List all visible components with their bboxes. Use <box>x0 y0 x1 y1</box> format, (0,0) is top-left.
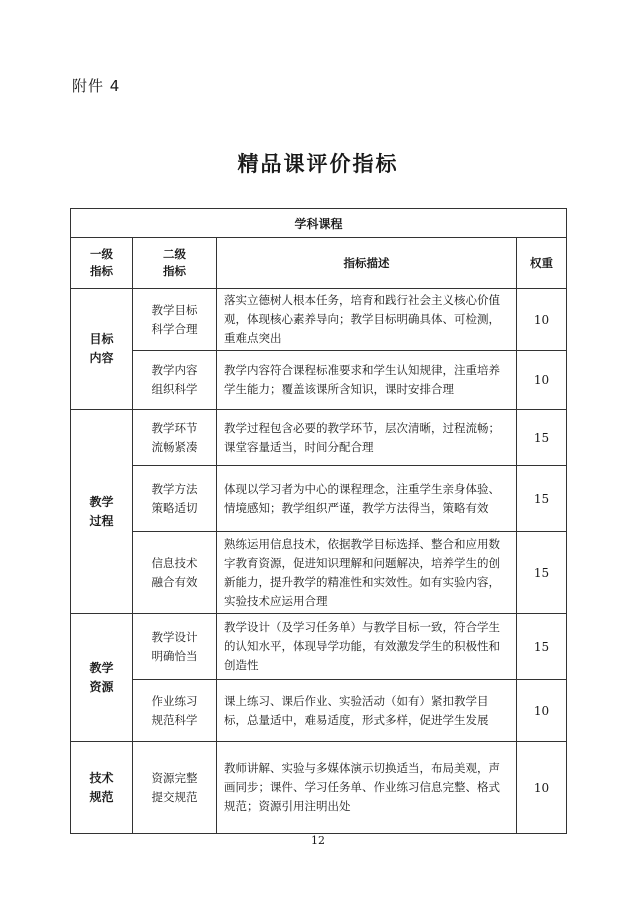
evaluation-table <box>70 208 567 834</box>
header-weight: 权重 <box>517 238 567 289</box>
description-cell: 体现以学习者为中心的课程理念，注重学生亲身体验、情境感知；教学组织严谨，教学方法得当，策略有效 <box>217 466 517 532</box>
level2-cell <box>133 532 217 614</box>
weight-cell: 10 <box>517 680 567 742</box>
weight-cell: 15 <box>517 410 567 466</box>
level2-line: 资源完整 <box>151 770 198 785</box>
table-row <box>71 680 567 742</box>
weight-cell: 15 <box>517 614 567 680</box>
weight-cell: 10 <box>517 289 567 351</box>
level2-line: 提交规范 <box>151 789 198 804</box>
level1-line: 技术 <box>89 770 114 785</box>
level2-cell <box>133 614 217 680</box>
table-row <box>71 742 567 834</box>
level2-line: 融合有效 <box>151 574 198 589</box>
attachment-label: 附件 4 <box>72 77 121 95</box>
header-level2-line2: 指标 <box>163 264 186 278</box>
description-cell: 教学设计（及学习任务单）与教学目标一致，符合学生的认知水平，体现导学功能，有效激发学生的积极性和创造性 <box>217 614 517 680</box>
section-title: 学科课程 <box>71 209 567 238</box>
header-description: 指标描述 <box>217 238 517 289</box>
header-level1-line2: 指标 <box>90 264 113 278</box>
level2-line: 作业练习 <box>151 693 198 708</box>
level2-line: 组织科学 <box>151 382 198 396</box>
level2-cell <box>133 680 217 742</box>
table-row <box>71 466 567 532</box>
description-cell: 教师讲解、实验与多媒体演示切换适当，布局美观，声画同步；课件、学习任务单、作业练习信息完整、格式规范；资源引用注明出处 <box>217 742 517 834</box>
level1-cell <box>71 289 133 410</box>
description-cell: 课上练习、课后作业、实验活动（如有）紧扣教学目标，总量适中，难易适度，形式多样，促进学生发展 <box>217 680 517 742</box>
level1-line: 教学 <box>89 660 114 675</box>
level1-line: 内容 <box>89 351 114 365</box>
table-row <box>71 532 567 614</box>
level2-cell <box>133 289 217 351</box>
level2-cell <box>133 742 217 834</box>
level2-cell <box>133 410 217 466</box>
level1-line: 规范 <box>89 789 114 804</box>
description-cell: 教学内容符合课程标准要求和学生认知规律，注重培养学生能力；覆盖该课所含知识，课时安排合理 <box>217 351 517 410</box>
level1-line: 资源 <box>89 679 114 694</box>
level1-cell <box>71 742 133 834</box>
table-row <box>71 289 567 351</box>
header-level1 <box>71 238 133 289</box>
level2-line: 教学设计 <box>151 629 198 644</box>
header-level1-line1: 一级 <box>90 247 113 261</box>
level1-line: 教学 <box>89 494 114 509</box>
level2-line: 规范科学 <box>151 712 198 727</box>
table-row <box>71 351 567 410</box>
header-level2 <box>133 238 217 289</box>
level1-line: 目标 <box>89 332 114 346</box>
level2-line: 教学环节 <box>151 420 198 435</box>
description-cell: 熟练运用信息技术，依据教学目标选择、整合和应用数字教育资源，促进知识理解和问题解决，培养学生的创新能力，提升教学的精准性和实效性。如有实验内容，实验技术应运用合理 <box>217 532 517 614</box>
weight-cell: 10 <box>517 351 567 410</box>
level1-cell <box>71 410 133 614</box>
level2-cell <box>133 351 217 410</box>
page-number: 12 <box>311 834 325 847</box>
column-header-row <box>71 238 567 289</box>
weight-cell: 15 <box>517 466 567 532</box>
level2-line: 策略适切 <box>151 500 198 515</box>
evaluation-table-container <box>70 208 566 834</box>
table-row <box>71 614 567 680</box>
level2-line: 科学合理 <box>151 321 198 336</box>
level1-line: 过程 <box>89 513 114 528</box>
level1-cell <box>71 614 133 742</box>
description-cell: 教学过程包含必要的教学环节，层次清晰，过程流畅；课堂容量适当，时间分配合理 <box>217 410 517 466</box>
level2-line: 教学方法 <box>151 481 198 496</box>
weight-cell: 10 <box>517 742 567 834</box>
level2-cell <box>133 466 217 532</box>
page-title: 精品课评价指标 <box>237 152 399 176</box>
description-cell: 落实立德树人根本任务，培育和践行社会主义核心价值观，体现核心素养导向；教学目标明确具体、可检测，重难点突出 <box>217 289 517 351</box>
section-header-row <box>71 209 567 238</box>
level2-line: 信息技术 <box>151 555 198 570</box>
level2-line: 教学目标 <box>151 302 198 317</box>
header-level2-line1: 二级 <box>163 247 186 261</box>
level2-line: 教学内容 <box>151 363 198 377</box>
weight-cell: 15 <box>517 532 567 614</box>
level2-line: 流畅紧凑 <box>151 439 198 454</box>
table-row <box>71 410 567 466</box>
level2-line: 明确恰当 <box>151 648 198 663</box>
